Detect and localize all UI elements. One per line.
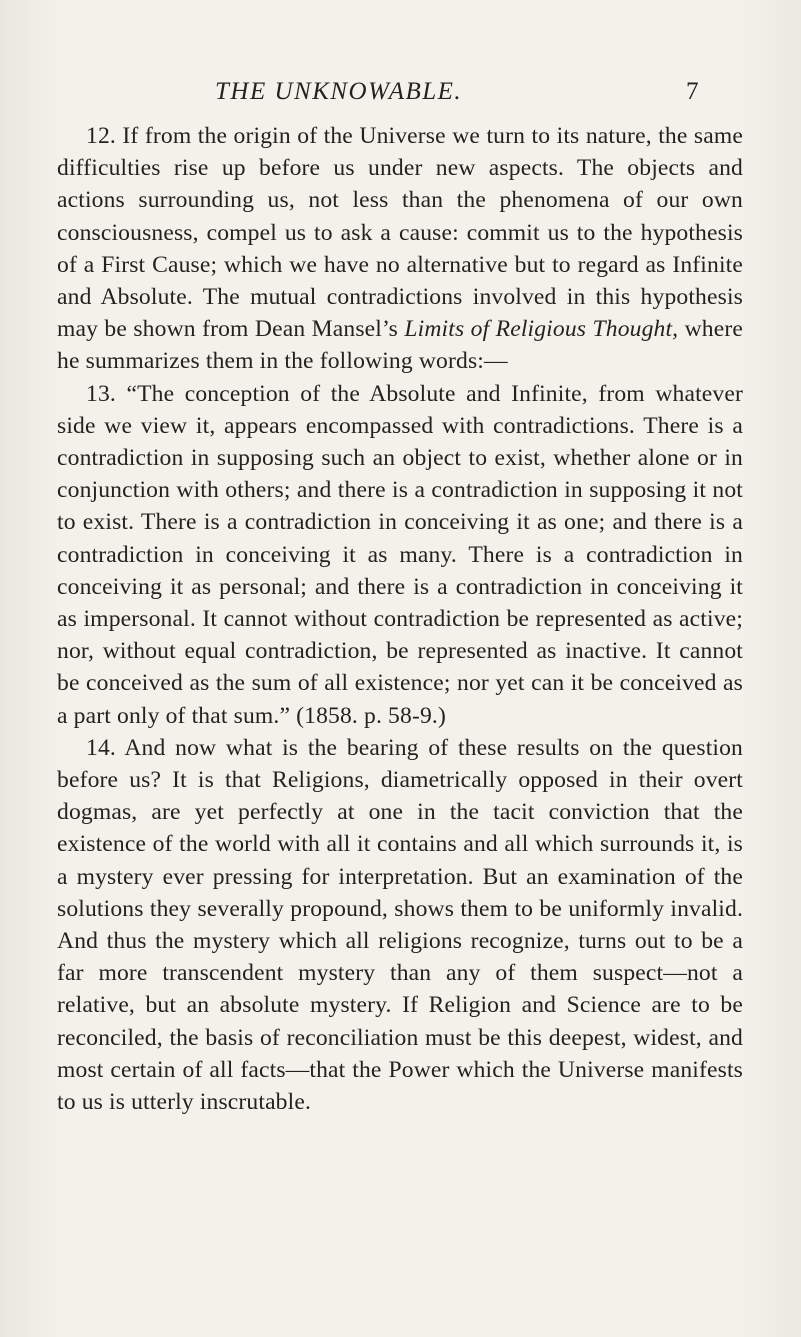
page-number: 7 bbox=[686, 78, 699, 105]
paragraph-13 bbox=[57, 378, 743, 732]
paragraph-number: 13. bbox=[86, 380, 116, 407]
paragraph-text: And now what is the bearing of these results on the question before us? It is that Religions, diametrically opposed in their overt dogmas, are yet perfectly at one in the tacit conviction that the existence of the world with all it contains and all which surrounds it, is a mystery ever pressing for interpretation. But an examination of the solutions they severally propound, shows them to be uniformly invalid. And thus the mystery which all religions recognize, turns out to be a far more transcendent mystery than any of them suspect—not a relative, but an absolute mystery. If Religion and Science are to be reconciled, the basis of reconciliation must be this deepest, widest, and most certain of all facts—that the Power which the Universe manifests to us is utterly inscrutable. bbox=[57, 734, 743, 1116]
paragraph-text: “The conception of the Absolute and Infinite, from whatever side we view it, appears encompassed with contradictions. There is a contradiction in supposing such an object to exist, whether alone or in conjunction with others; and there is a contradiction in supposing it not to exist. There is a contradiction in conceiving it as one; and there is a contradiction in conceiving it as many. There is a contradiction in conceiving it as personal; and there is a contradiction in conceiving it as impersonal. It cannot without contradiction be represented as active; nor, without equal contradiction, be represented as inactive. It cannot be conceived as the sum of all existence; nor yet can it be conceived as a part only of that sum.” (1858. p. 58-9.) bbox=[57, 380, 743, 729]
paragraph-12 bbox=[57, 120, 743, 378]
running-title: THE UNKNOWABLE. bbox=[215, 78, 463, 105]
running-head bbox=[0, 78, 801, 108]
book-title: Limits of Religious Thought, bbox=[404, 316, 679, 343]
paragraph-number: 14. bbox=[86, 734, 116, 761]
body-text bbox=[57, 120, 743, 1118]
paragraph-number: 12. bbox=[86, 123, 116, 149]
paragraph-14 bbox=[57, 732, 743, 1118]
paragraph-text: where he summarizes them in the following words:— bbox=[57, 316, 743, 375]
paragraph-text: If from the origin of the Universe we turn to its nature, the same difficulties rise up before us under new aspects. The objects and actions surrounding us, not less than the phenomena of our own consciousness, compel us to ask a cause: commit us to the hypothesis of a First Cause; which we have no alternative but to regard as Infinite and Absolute. The mutual contradictions involved in this hypothesis may be shown from Dean Mansel’s bbox=[57, 123, 743, 343]
